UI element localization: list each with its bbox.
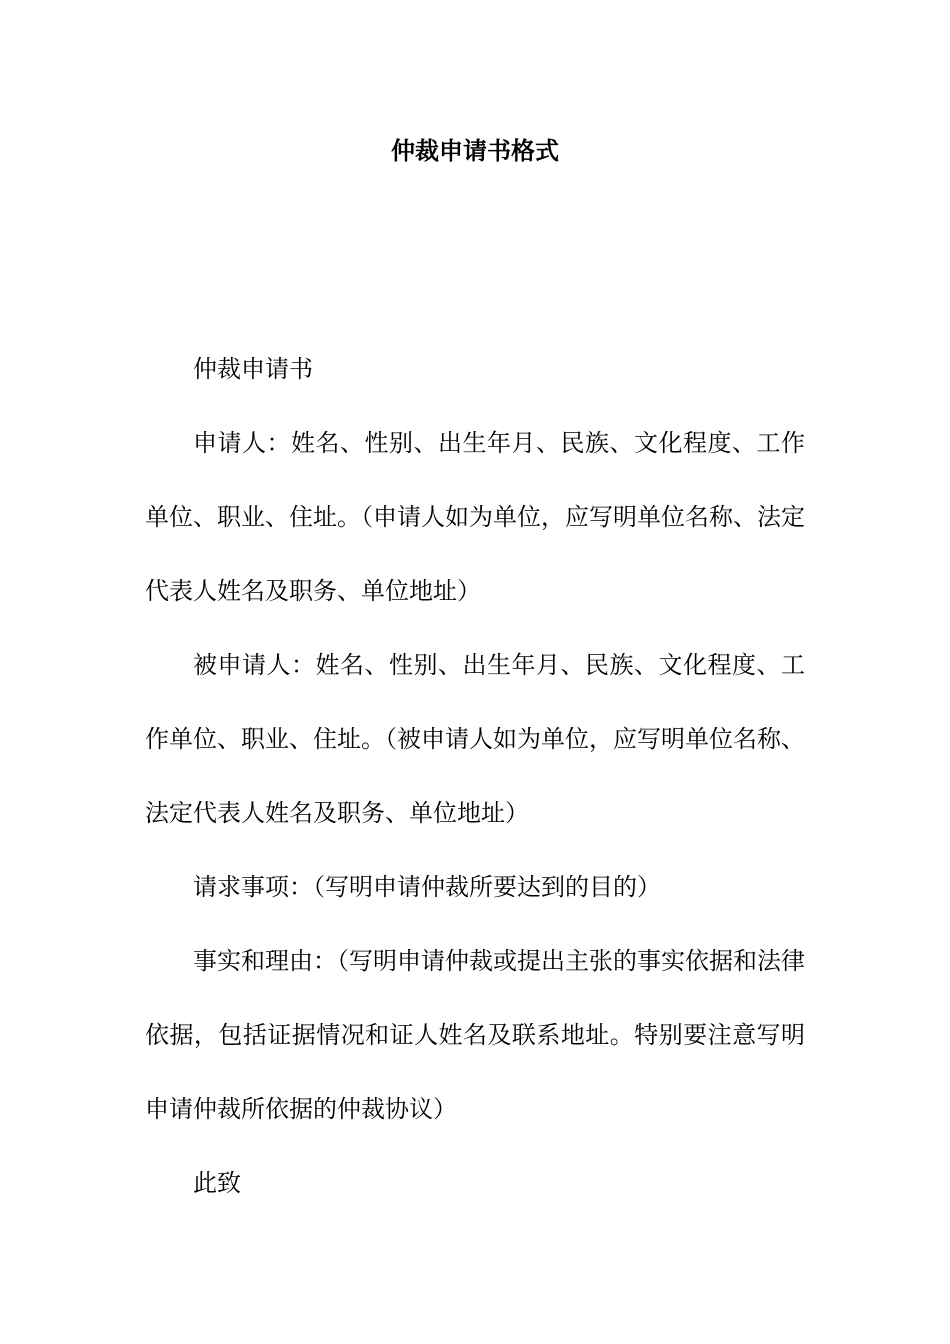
paragraph-heading: 仲裁申请书 xyxy=(193,355,313,383)
paragraph-closing: 此致 xyxy=(193,1169,241,1197)
document-body xyxy=(145,332,805,1220)
paragraph-respondent: 被申请人：姓名、性别、出生年月、民族、文化程度、工作单位、职业、住址。（被申请人如为单位，应写明单位名称、法定代表人姓名及职务、单位地址） xyxy=(145,651,805,827)
document-title: 仲裁申请书格式 xyxy=(391,137,559,165)
paragraph-applicant: 申请人：姓名、性别、出生年月、民族、文化程度、工作单位、职业、住址。（申请人如为单位，应写明单位名称、法定代表人姓名及职务、单位地址） xyxy=(145,429,805,605)
paragraph-claims: 请求事项：（写明申请仲裁所要达到的目的） xyxy=(193,873,661,901)
paragraph-facts-reasons: 事实和理由：（写明申请仲裁或提出主张的事实依据和法律依据，包括证据情况和证人姓名及联系地址。特别要注意写明申请仲裁所依据的仲裁协议） xyxy=(145,947,805,1123)
